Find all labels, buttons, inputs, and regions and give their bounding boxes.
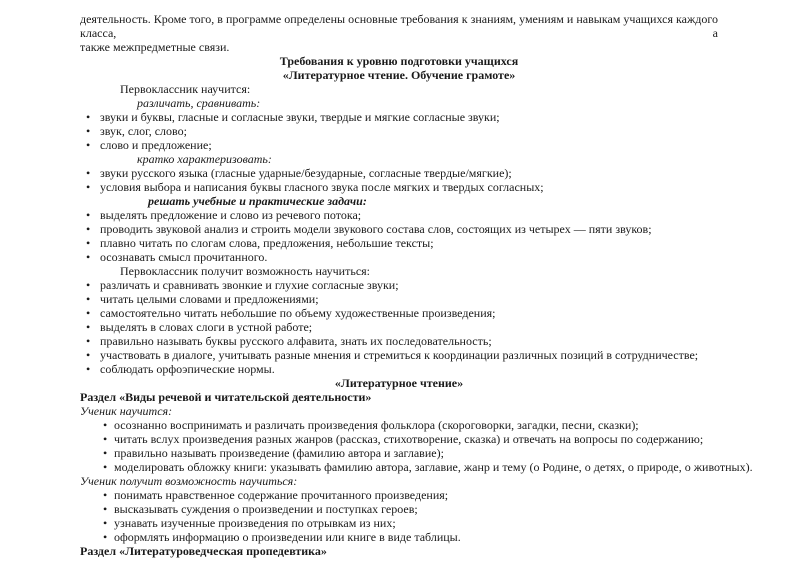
list-item: • слово и предложение;: [80, 138, 718, 152]
list-item: • соблюдать орфоэпические нормы.: [80, 362, 718, 376]
list-item: • выделять предложение и слово из речевого потока;: [80, 208, 718, 222]
list-item: • читать вслух произведения разных жанров (рассказ, стихотворение, сказка) и отвечать на вопросы по содержанию;: [80, 432, 718, 446]
list-item: • звуки русского языка (гласные ударные/безударные, согласные твердые/мягкие);: [80, 166, 718, 180]
section1-opportunity: Ученик получит возможность научиться:: [80, 474, 298, 488]
section1-learns: Ученик научится:: [80, 404, 173, 418]
section1-opportunity-list: [80, 488, 718, 544]
list-item: • осознавать смысл прочитанного.: [80, 250, 718, 264]
grade1-learns: Первоклассник научится:: [120, 82, 251, 96]
opportunity-list: [80, 278, 718, 376]
list-item: • самостоятельно читать небольшие по объему художественные произведения;: [80, 306, 718, 320]
list-item: • высказывать суждения о произведении и поступках героев;: [80, 502, 718, 516]
list-item: • звуки и буквы, гласные и согласные звуки, твердые и мягкие согласные звуки;: [80, 110, 718, 124]
list-item: • осознанно воспринимать и различать произведения фольклора (скороговорки, загадки, песни, сказки);: [80, 418, 718, 432]
describe-list: [80, 166, 718, 194]
compare-list: [80, 110, 718, 152]
list-item: • понимать нравственное содержание прочитанного произведения;: [80, 488, 718, 502]
list-item: • участвовать в диалоге, учитывать разные мнения и стремиться к координации различных позиций в сотрудничестве;: [80, 348, 718, 362]
tasks-label: решать учебные и практические задачи:: [148, 194, 367, 208]
tasks-list: [80, 208, 718, 264]
list-item: • звук, слог, слово;: [80, 124, 718, 138]
list-item: • различать и сравнивать звонкие и глухие согласные звуки;: [80, 278, 718, 292]
list-item: • читать целыми словами и предложениями;: [80, 292, 718, 306]
list-item: • правильно называть произведение (фамилию автора и заглавие);: [80, 446, 718, 460]
doc-title: Требования к уровню подготовки учащихся: [279, 54, 519, 68]
list-item: • выделять в словах слоги в устной работе;: [80, 320, 718, 334]
section2-heading: Раздел «Литературоведческая пропедевтика»: [80, 544, 327, 558]
doc-subtitle: «Литературное чтение. Обучение грамоте»: [282, 68, 516, 82]
intro-line-2: также межпредметные связи.: [80, 40, 230, 54]
describe-label: кратко характеризовать:: [137, 152, 272, 166]
list-item: • оформлять информацию о произведении или книге в виде таблицы.: [80, 530, 718, 544]
list-item: • проводить звуковой анализ и строить модели звукового состава слов, состоящих из четырех — пяти звуков;: [80, 222, 718, 236]
list-item: • моделировать обложку книги: указывать фамилию автора, заглавие, жанр и тему (о Родине, о детях, о природе, о животных).: [80, 460, 718, 474]
list-item: • правильно называть буквы русского алфавита, знать их последовательность;: [80, 334, 718, 348]
list-item: • плавно читать по слогам слова, предложения, небольшие тексты;: [80, 236, 718, 250]
list-item: • узнавать изученные произведения по отрывкам из них;: [80, 516, 718, 530]
section1-heading: Раздел «Виды речевой и читательской деятельности»: [80, 390, 372, 404]
list-item: • условия выбора и написания буквы гласного звука после мягких и твердых согласных;: [80, 180, 718, 194]
grade1-opportunity: Первоклассник получит возможность научиться:: [120, 264, 370, 278]
lit-title: «Литературное чтение»: [334, 376, 464, 390]
intro-line-1: деятельность. Кроме того, в программе определены основные требования к знаниям, умениям и навыкам учащихся каждого класса, а: [80, 12, 718, 40]
section1-learns-list: [80, 418, 753, 474]
compare-label: различать, сравнивать:: [137, 96, 261, 110]
